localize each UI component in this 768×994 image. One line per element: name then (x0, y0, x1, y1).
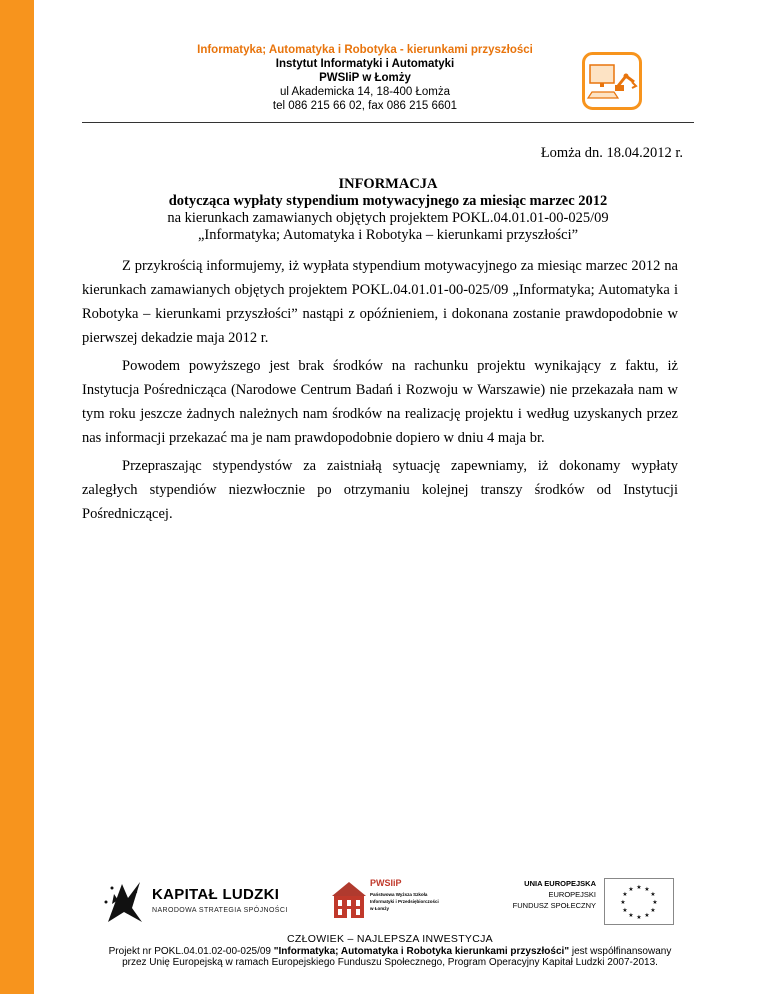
pwsiip-logo (330, 876, 490, 926)
kapital-ludzki-title: KAPITAŁ LUDZKI (152, 886, 280, 903)
svg-text:★: ★ (628, 886, 634, 893)
contact-phones: tel 086 215 66 02, fax 086 215 6601 (272, 100, 458, 112)
document-title-block (82, 176, 694, 244)
footer-logos (82, 872, 694, 932)
document-date: Łomża dn. 18.04.2012 r. (540, 145, 683, 161)
eu-line1: UNIA EUROPEJSKA (524, 879, 596, 888)
svg-text:★: ★ (622, 907, 628, 914)
body-paragraph-1: Z przykrością informujemy, iż wypłata stypendium motywacyjnego za miesiąc marzec 2012 na kierunkach zamawianych objętych projektem POKL.04.01.01-00-025/09 „Informatyka; Automatyka i Robotyka – kierunkami przyszłości” nastąpi z opóźnieniem, i dokonana zostanie prawdopodobnie w pierwszej dekadzie maja 2012 r. (82, 258, 678, 346)
document-subject-line3: „Informatyka; Automatyka i Robotyka – kierunkami przyszłości” (197, 227, 579, 243)
kapital-ludzki-star-icon (102, 878, 144, 924)
svg-text:★: ★ (622, 891, 628, 898)
eu-flag-icon (604, 878, 674, 925)
svg-text:★: ★ (650, 891, 656, 898)
svg-text:★: ★ (650, 907, 656, 914)
svg-text:★: ★ (644, 912, 650, 919)
svg-text:★: ★ (636, 884, 642, 891)
document-heading: INFORMACJA (338, 176, 438, 192)
footer-project-line (40, 946, 740, 958)
eu-line2: EUROPEJSKI (548, 890, 596, 899)
svg-text:★: ★ (620, 899, 626, 906)
svg-text:★: ★ (636, 914, 642, 921)
svg-text:★: ★ (652, 899, 658, 906)
school-name: PWSIiP w Łomży (319, 72, 411, 84)
body-paragraph-2: Powodem powyższego jest brak środków na rachunku projektu wynikający z faktu, iż Instytucja Pośrednicząca (Narodowe Centrum Badań i Rozwoju w Warszawie) nie przekazała nam w tym roku jeszcze żadnych należnych nam środków na realizację projektu i według uzyskanych przez nas informacji przekazać ma je nam prawdopodobnie dopiero w dniu 4 maja br. (82, 358, 678, 446)
kapital-ludzki-logo (102, 878, 292, 924)
eu-text (502, 878, 596, 911)
eu-logo (480, 876, 680, 926)
footer-funding-line: przez Unię Europejską w ramach Europejskiego Funduszu Społecznego, Program Operacyjny Kapitał Ludzki 2007-2013. (122, 957, 658, 968)
footer-slogan: CZŁOWIEK – NAJLEPSZA INWESTYCJA (287, 933, 493, 945)
building-icon (330, 878, 368, 922)
address: ul Akademicka 14, 18-400 Łomża (279, 86, 451, 98)
kapital-ludzki-subtitle: NARODOWA STRATEGIA SPÓJNOŚCI (152, 907, 288, 914)
svg-text:★: ★ (628, 912, 634, 919)
institute-name: Instytut Informatyki i Automatyki (275, 58, 455, 70)
document-subject-line2: na kierunkach zamawianych objętych projektem POKL.04.01.01-00-025/09 (167, 210, 609, 226)
footer-line1-pre: Projekt nr POKL.04.01.02-00-025/09 (108, 945, 274, 957)
footer-project-title: "Informatyka; Automatyka i Robotyka kierunkami przyszłości" (273, 945, 570, 957)
document-body (82, 254, 678, 530)
document-subject: dotycząca wypłaty stypendium motywacyjnego za miesiąc marzec 2012 (168, 193, 608, 209)
footer (40, 934, 740, 969)
computer-robot-logo-icon (582, 52, 642, 110)
pwsiip-line3: w Łomży (370, 906, 390, 911)
letterhead-tagline: Informatyka; Automatyka i Robotyka - kierunkami przyszłości (197, 44, 533, 56)
orange-side-stripe (0, 0, 34, 994)
pwsiip-line2: Informatyki i Przedsiębiorczości (370, 899, 439, 904)
eu-line3: FUNDUSZ SPOŁECZNY (512, 901, 596, 910)
footer-line1-post: jest współfinansowany (569, 945, 672, 957)
svg-text:★: ★ (644, 886, 650, 893)
body-paragraph-3: Przepraszając stypendystów za zaistniałą sytuację zapewniamy, iż dokonamy wypłaty zaległych stypendiów niezwłocznie po otrzymaniu kolejnej transzy środków od Instytucji Pośredniczącej. (82, 458, 678, 522)
header-divider (82, 122, 694, 123)
pwsiip-line1: Państwowa Wyższa Szkoła (370, 892, 428, 897)
pwsiip-name: PWSIiP (370, 878, 402, 888)
